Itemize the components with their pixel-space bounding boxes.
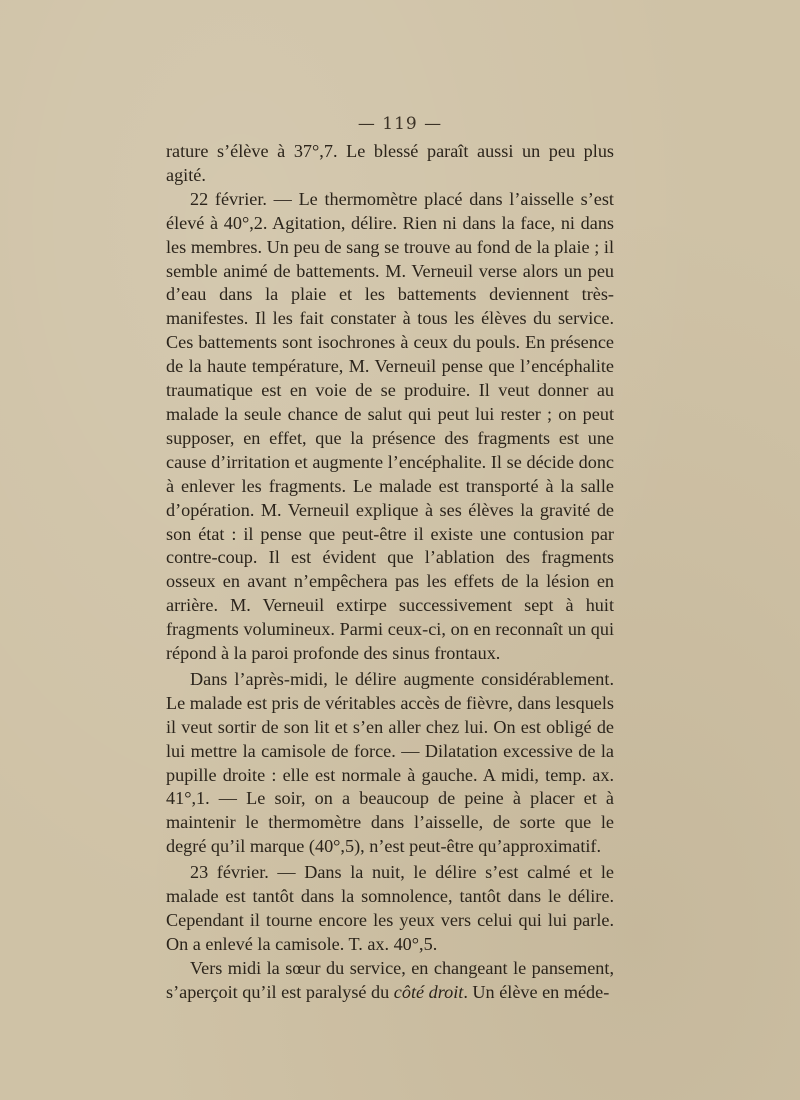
- paragraph-vers-midi-start: Vers midi la sœur du service, en changeant le pansement, s’aperçoit qu’il est paralysé du: [166, 957, 614, 1002]
- page-body: [166, 140, 614, 1005]
- paragraph-apres-midi: Dans l’après-midi, le délire augmente considérablement. Le malade est pris de véritables accès de fièvre, dans lesquels il veut sortir de son lit et s’en aller chez lui. On est obligé de lui mettre la camisole de force. — Dilatation excessive de la pupille droite : elle est normale à gauche. A midi, temp. ax. 41°,1. — Le soir, on a beaucoup de peine à placer et à maintenir le thermomètre dans l’aisselle, de sorte que le degré qu’il marque (40°,5), n’est peut-être qu’approximatif.: [166, 668, 614, 857]
- paragraph-vers-midi-italic: côté droit: [393, 981, 464, 1002]
- paragraph-continuation: rature s’élève à 37°,7. Le blessé paraît aussi un peu plus agité.: [166, 141, 614, 185]
- paragraph-23-fevrier: 23 février. — Dans la nuit, le délire s’est calmé et le malade est tantôt dans la somnolence, tantôt dans le délire. Cependant il tourne encore les yeux vers celui qui lui parle. On a enlevé la camisole. T. ax. 40°,5.: [166, 862, 614, 954]
- paragraph-22-fevrier: 22 février. — Le thermomètre placé dans l’aisselle s’est élevé à 40°,2. Agitation, délire. Rien ni dans la face, ni dans les membres. Un peu de sang se trouve au fond de la plaie ; il semble animé de battements. M. Verneuil verse alors un peu d’eau dans la plaie et les battements deviennent très-manifestes. Il les fait constater à tous les élèves du service. Ces battements sont isochrones à ceux du pouls. En présence de la haute température, M. Verneuil pense que l’encéphalite traumatique est en voie de se produire. Il veut donner au malade la seule chance de salut qui peut lui rester ; on peut supposer, en effet, que la présence des fragments est une cause d’irritation et augmente l’encéphalite. Il se décide donc à enlever les fragments. Le malade est transporté à la salle d’opération. M. Verneuil explique à ses élèves la gravité de son état : il pense que peut-être il existe une contusion par contre-coup. Il est évident que l’ablation des fragments osseux en avant n’empêchera pas les effets de la lésion en arrière. M. Verneuil extirpe successivement sept à huit fragments volumineux. Parmi ceux-ci, on en reconnaît un qui répond à la paroi profonde des sinus frontaux.: [166, 188, 614, 664]
- paragraph-vers-midi-end: . Un élève en méde-: [463, 981, 610, 1002]
- paragraph-vers-midi: [166, 957, 614, 1005]
- page-number: — 119 —: [357, 114, 443, 134]
